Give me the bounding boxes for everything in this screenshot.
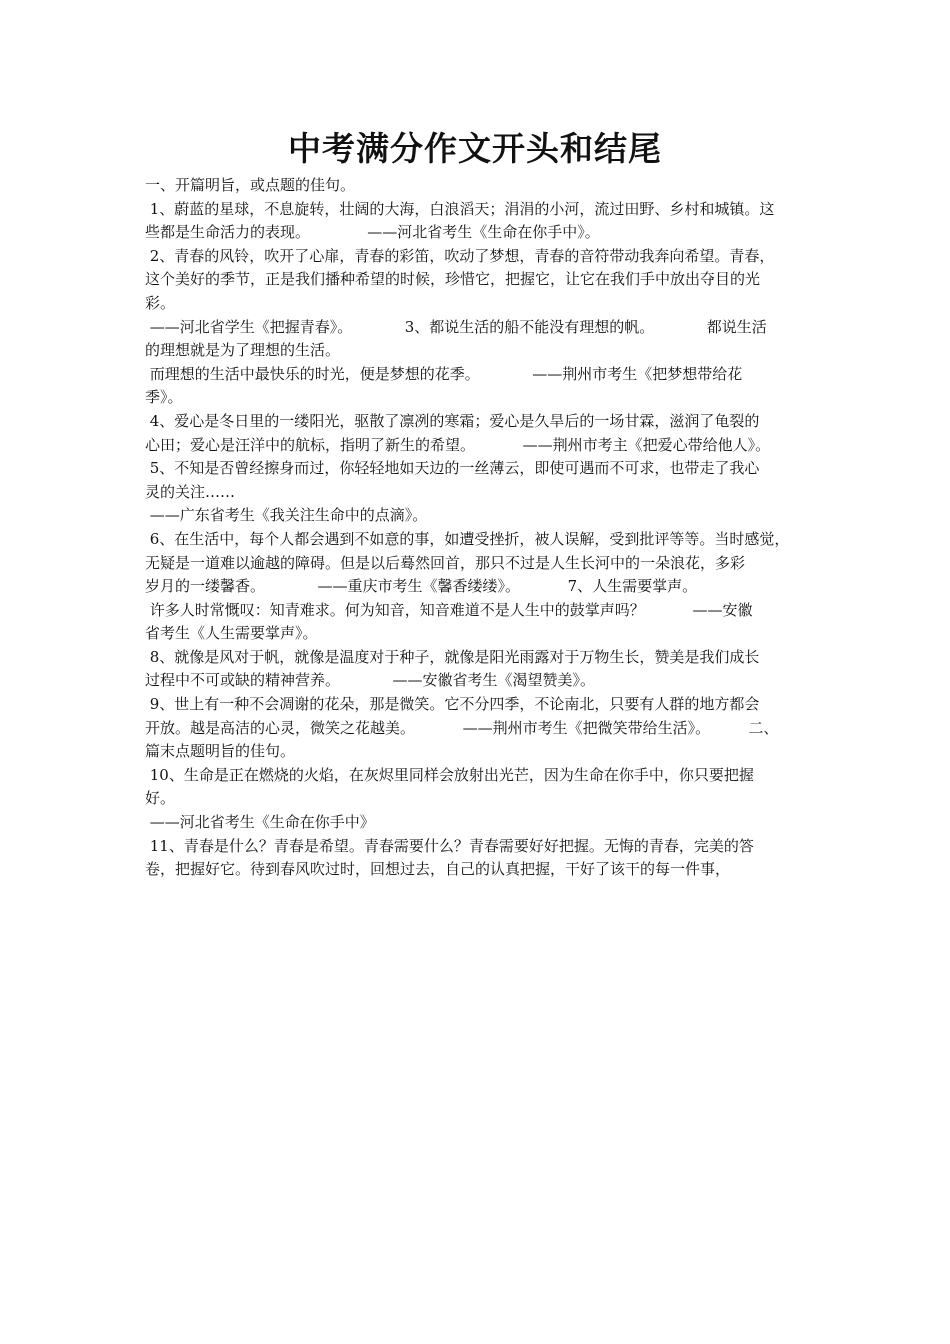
text-line: 心田；爱心是汪洋中的航标，指明了新生的希望。 ——荆州市考主《把爱心带给他人》。	[145, 435, 771, 454]
text-line: 4、爱心是冬日里的一缕阳光，驱散了凛冽的寒霜；爱心是久旱后的一场甘霖，滋润了龟裂的	[145, 411, 760, 430]
text-line: 许多人时常慨叹：知青难求。何为知音，知音难道不是人生中的鼓掌声吗？ ——安徽	[145, 600, 753, 619]
text-line: 而理想的生活中最快乐的时光，便是梦想的花季。 ——荆州市考生《把梦想带给花	[145, 364, 743, 383]
text-line: 6、在生活中，每个人都会遇到不如意的事，如遭受挫折，被人误解，受到批评等等。当时感觉，	[145, 529, 790, 548]
document-body	[145, 174, 820, 882]
text-line: 篇末点题明旨的佳句。	[145, 742, 296, 761]
text-line: ——河北省学生《把握青春》。 3、都说生活的船不能没有理想的帆。 都说生活	[145, 317, 767, 336]
text-line: 11、青春是什么？青春是希望。青春需要什么？青春需要好好把握。无悔的青春，完美的答	[145, 836, 754, 855]
text-line: 8、就像是风对于帆，就像是温度对于种子，就像是阳光雨露对于万物生长，赞美是我们成长	[145, 647, 760, 666]
text-line: 卷，把握好它。待到春风吹过时，回想过去，自己的认真把握，干好了该干的每一件事，	[145, 860, 731, 879]
document-title: 中考满分作文开头和结尾	[288, 129, 662, 168]
text-line: 1、蔚蓝的星球，不息旋转，壮阔的大海，白浪滔天；涓涓的小河，流过田野、乡村和城镇。这	[145, 199, 775, 218]
text-line: 些都是生命活力的表现。 ——河北省考生《生命在你手中》。	[145, 223, 600, 242]
text-line: ——广东省考生《我关注生命中的点滴》。	[145, 506, 428, 525]
text-line: 无疑是一道难以逾越的障碍。但是以后蓦然回首，那只不过是人生长河中的一朵浪花，多彩	[145, 553, 746, 572]
text-line: 2、青春的风铃，吹开了心扉，青春的彩笛，吹动了梦想，青春的音符带动我奔向希望。青春，	[145, 246, 775, 265]
text-line: 好。	[145, 789, 176, 808]
text-line: 过程中不可或缺的精神营养。 ——安徽省考生《渴望赞美》。	[145, 671, 595, 690]
text-line: 的理想就是为了理想的生活。	[145, 341, 341, 360]
text-line: 岁月的一缕馨香。 ——重庆市考生《馨香缕缕》。 7、人生需要掌声。	[145, 577, 698, 596]
text-line: 一、开篇明旨，或点题的佳句。	[145, 176, 356, 194]
text-line: 开放。越是高洁的心灵，微笑之花越美。 ——荆州市考生《把微笑带给生活》。 二、	[145, 718, 779, 737]
text-line: 彩。	[145, 293, 176, 312]
text-line: 5、不知是否曾经擦身而过，你轻轻地如天边的一丝薄云，即使可遇而不可求，也带走了我心	[145, 459, 760, 478]
text-line: 季》。	[145, 388, 183, 407]
text-line: 10、生命是正在燃烧的火焰，在灰烬里同样会放射出光芒，因为生命在你手中，你只要把握	[145, 765, 754, 784]
text-line: ——河北省考生《生命在你手中》	[145, 813, 375, 832]
text-line: 省考生《人生需要掌声》。	[145, 624, 318, 643]
text-line: 9、世上有一种不会凋谢的花朵，那是微笑。它不分四季，不论南北，只要有人群的地方都会	[145, 695, 760, 714]
text-line: 灵的关注……	[145, 482, 236, 501]
text-line: 这个美好的季节，正是我们播种希望的时候，珍惜它，把握它，让它在我们手中放出夺目的光	[145, 270, 761, 289]
